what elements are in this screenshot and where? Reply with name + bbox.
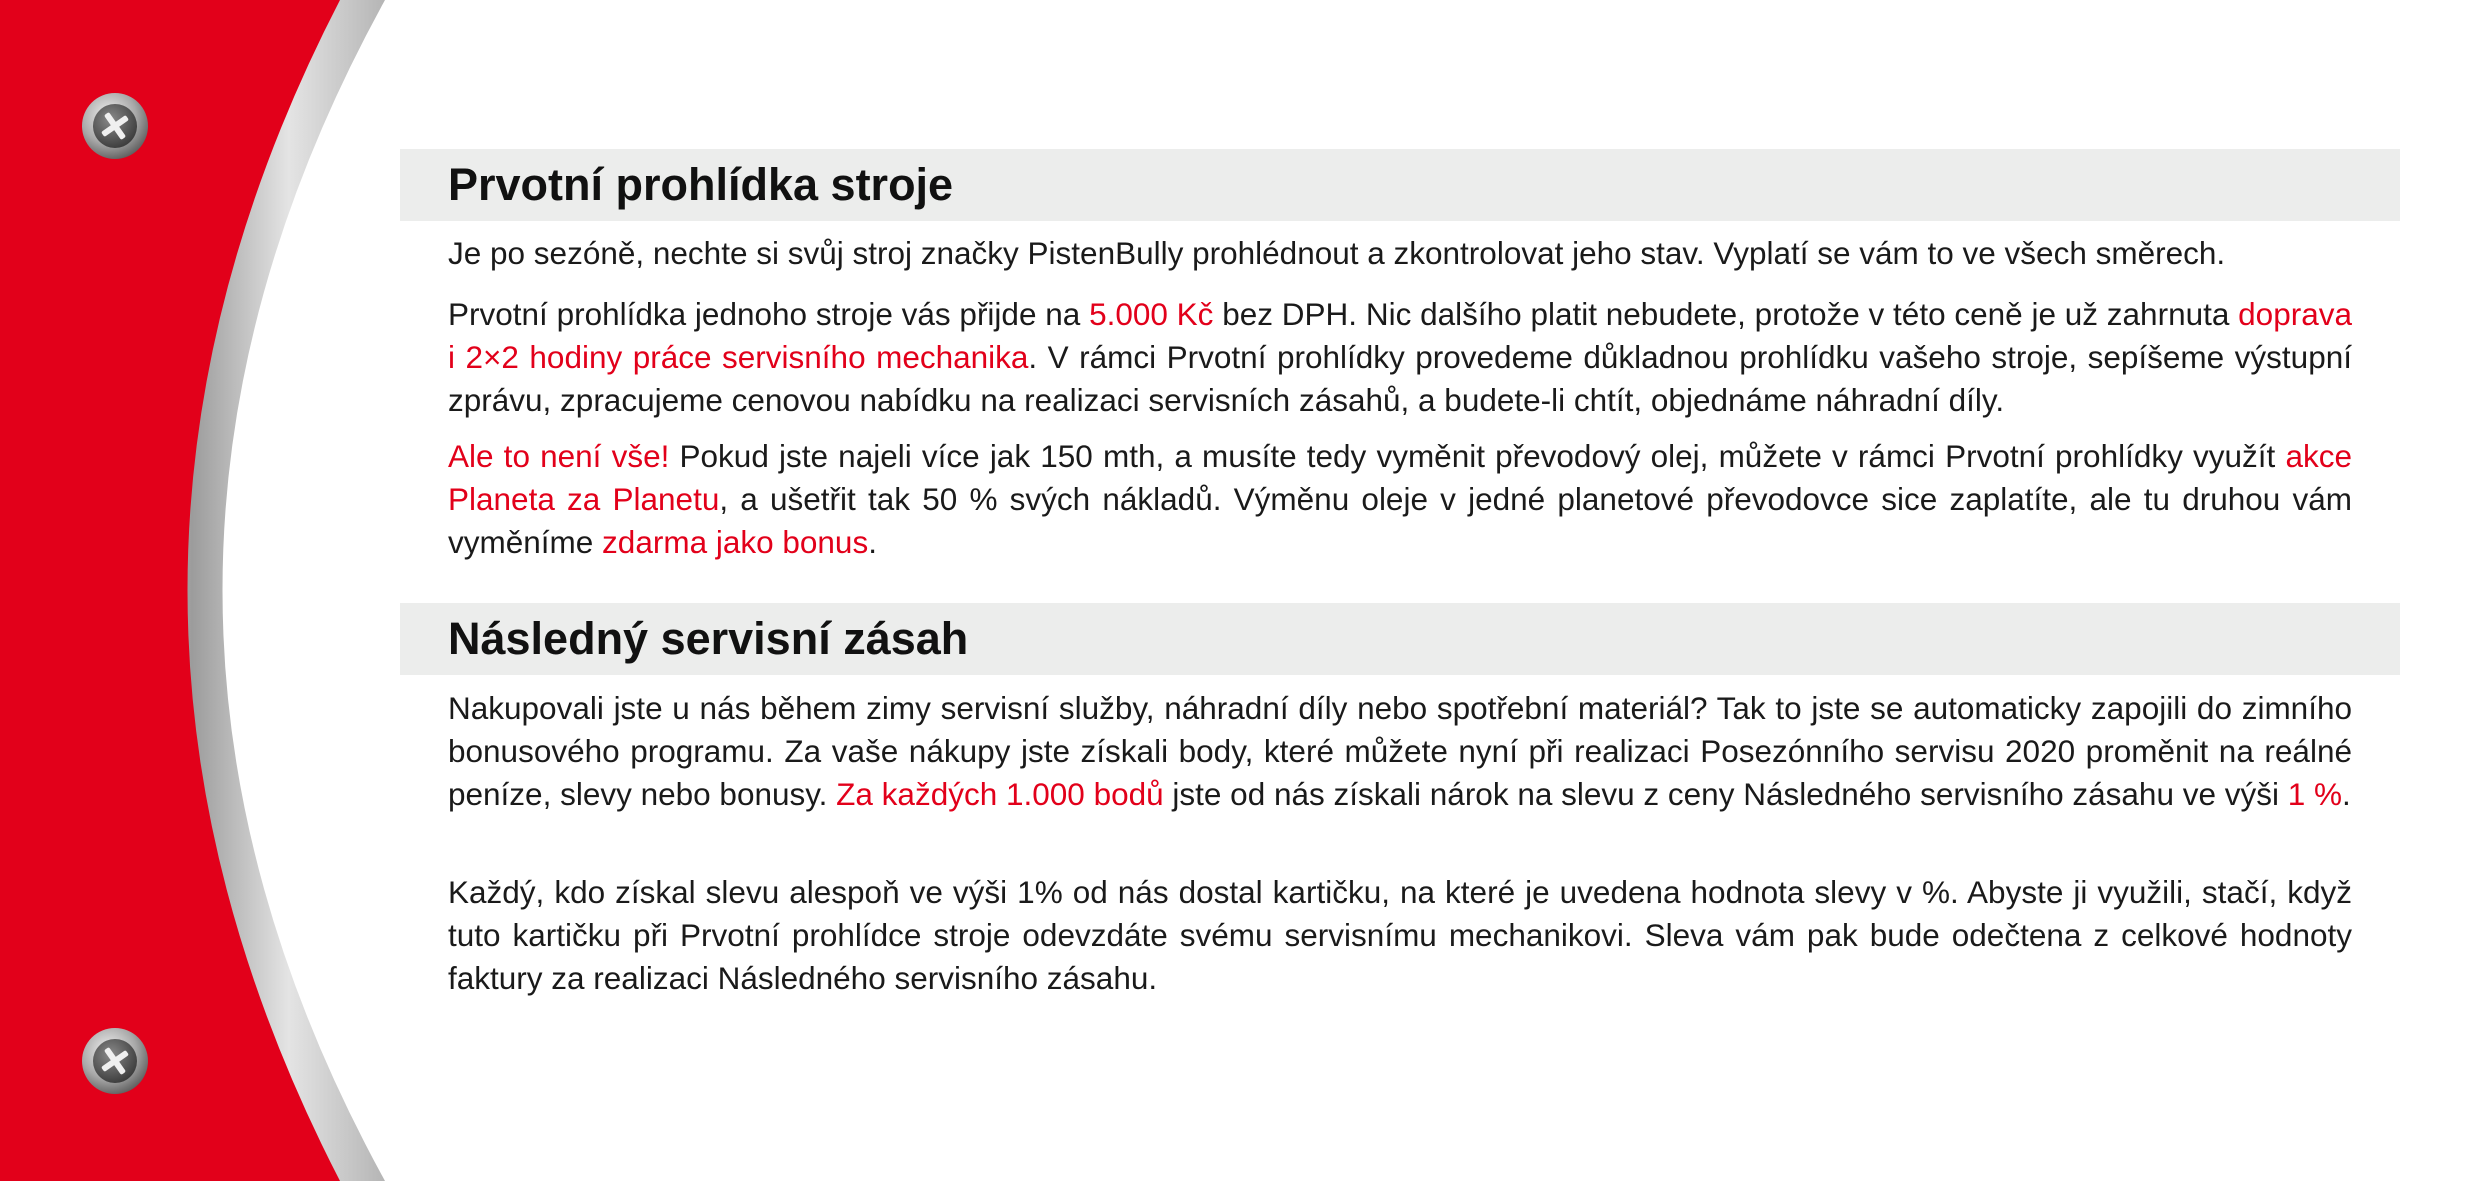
paragraph-discount-card (448, 871, 2352, 1000)
price-highlight: 5.000 Kč (1089, 296, 1214, 332)
text: . (868, 524, 877, 560)
paragraph-price (448, 293, 2352, 422)
section-title-follow-up-service: Následný servisní zásah (448, 613, 969, 664)
paragraph-bonus-program (448, 687, 2352, 816)
text: bez DPH. Nic dalšího platit nebudete, protože v této ceně je už zahrnuta (1213, 296, 2239, 332)
paragraph-promo (448, 435, 2352, 564)
text: , a ušetřit tak 50 % svých nákladů. Výměnu oleje v jedné planetové převodovce sice zaplatíte, ale tu druhou vám vyměníme (448, 481, 2352, 560)
lead-highlight: Ale to není vše! (448, 438, 670, 474)
points-highlight: Za každých 1.000 bodů (836, 776, 1164, 812)
screw-icon (82, 1028, 148, 1094)
percent-highlight: 1 % (2287, 776, 2343, 812)
text: Prvotní prohlídka jednoho stroje vás přijde na (448, 296, 1090, 332)
included-highlight: doprava i 2×2 hodiny práce servisního mechanika (448, 296, 2352, 375)
bonus-highlight: zdarma jako bonus (602, 524, 869, 560)
text: Je po sezóně, nechte si svůj stroj značky PistenBully prohlédnout a zkontrolovat jeho stav. Vyplatí se vám to ve všech směrech. (448, 235, 2226, 271)
promo-highlight: akce Planeta za Planetu (448, 438, 2352, 517)
text: . (2342, 776, 2351, 812)
paragraph-intro (448, 232, 2352, 275)
text: jste od nás získali nárok na slevu z ceny Následného servisního zásahu ve výši (1163, 776, 2288, 812)
section-title-initial-inspection: Prvotní prohlídka stroje (448, 159, 954, 210)
screw-icon (82, 93, 148, 159)
text: Každý, kdo získal slevu alespoň ve výši 1% od nás dostal kartičku, na které je uvedena hodnota slevy v %. Abyste ji využili, stačí, když tuto kartičku při Prvotní prohlídce stroje odevzdáte svému servisnímu mechanikovi. Sleva vám pak bude odečtena z celkové hodnoty faktury za realizaci Následného servisního zásahu. (448, 874, 2352, 996)
text: . V rámci Prvotní prohlídky provedeme důkladnou prohlídku vašeho stroje, sepíšeme výstupní zprávu, zpracujeme cenovou nabídku na realizaci servisních zásahů, a budete-li chtít, objednáme náhradní díly. (448, 339, 2352, 418)
text: Nakupovali jste u nás během zimy servisní služby, náhradní díly nebo spotřební materiál? Tak to jste se automaticky zapojili do zimního bonusového programu. Za vaše nákupy jste získali body, které můžete nyní při realizaci Posezónního servisu 2020 proměnit na reálné peníze, slevy nebo bonusy. (448, 690, 2352, 812)
text: Pokud jste najeli více jak 150 mth, a musíte tedy vyměnit převodový olej, můžete v rámci Prvotní prohlídky využít (669, 438, 2286, 474)
